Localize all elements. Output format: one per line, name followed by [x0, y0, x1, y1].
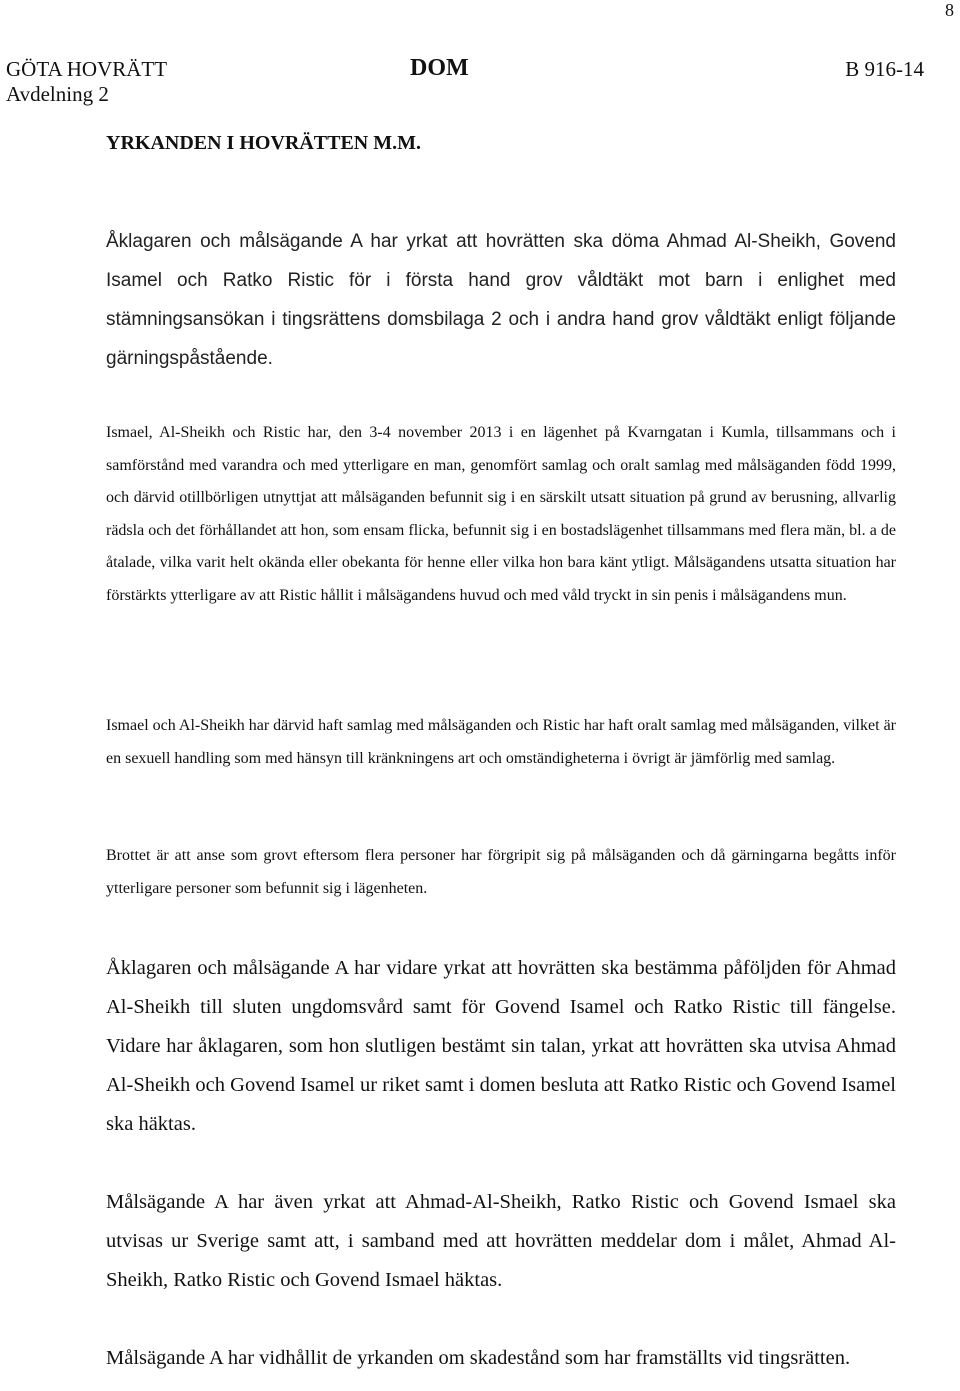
paragraph-claims: Åklagaren och målsägande A har yrkat att hovrätten ska döma Ahmad Al-Sheikh, Govend Isamel och Ratko Ristic för i första hand grov våldtäkt mot barn i enlighet med stämningsansökan i tingsrättens domsbilaga 2 och i andra hand grov våldtäkt enligt följande gärningspåstående. — [106, 231, 896, 369]
page-number: 8 — [945, 0, 954, 20]
paragraph-damages: Målsägande A har vidhållit de yrkanden om skadestånd som har framställts vid tingsrätten. — [106, 1346, 851, 1369]
paragraph-charge-details: Ismael och Al-Sheikh har därvid haft samlag med målsäganden och Ristic har haft oralt samlag med målsäganden, vilket är en sexuell handling som med hänsyn till kränkningens art och omständigheterna i övrigt är jämförlig med samlag. — [106, 717, 896, 767]
court-division: Avdelning 2 — [6, 82, 109, 106]
court-name: GÖTA HOVRÄTT — [6, 57, 168, 81]
paragraph-charge-aggravation: Brottet är att anse som grovt eftersom flera personer har förgripit sig på målsäganden och då gärningarna begåtts inför ytterligare personer som befunnit sig i lägenheten. — [106, 847, 896, 897]
section-heading: YRKANDEN I HOVRÄTTEN M.M. — [106, 132, 421, 154]
paragraph-expulsion: Målsägande A har även yrkat att Ahmad-Al-Sheikh, Ratko Ristic och Govend Ismael ska utvisas ur Sverige samt att, i samband med att hovrätten meddelar dom i målet, Ahmad Al-Sheikh, Ratko Ristic och Govend Ismael häktas. — [106, 1190, 896, 1291]
document-type: DOM — [410, 55, 469, 81]
paragraph-sanctions: Åklagaren och målsägande A har vidare yrkat att hovrätten ska bestämma påföljden för Ahmad Al-Sheikh till sluten ungdomsvård samt för Govend Isamel och Ratko Ristic till fängelse. Vidare har åklagaren, som hon slutligen bestämt sin talan, yrkat att hovrätten ska utvisa Ahmad Al-Sheikh och Govend Isamel ur riket samt i domen besluta att Ratko Ristic och Govend Isamel ska häktas. — [106, 956, 896, 1135]
paragraph-charge-statement: Ismael, Al-Sheikh och Ristic har, den 3-4 november 2013 i en lägenhet på Kvarngatan i Kumla, tillsammans och i samförstånd med varandra och med ytterligare en man, genomfört samlag och oralt samlag med målsäganden född 1999, och därvid otillbörligen utnyttjat att målsäganden befunnit sig i en särskilt utsatt situation på grund av berusning, allvarlig rädsla och det förhållandet att hon, som ensam flicka, befunnit sig i en bostadslägenhet tillsammans med flera män, bl. a de åtalade, vilka varit helt okända eller obekanta för henne eller vilka hon bara känt ytligt. Målsägandens utsatta situation har förstärkts ytterligare av att Ristic hållit i målsägandens huvud och med våld tryckt in sin penis i målsägandens mun. — [106, 424, 896, 604]
case-number: B 916-14 — [845, 57, 924, 81]
